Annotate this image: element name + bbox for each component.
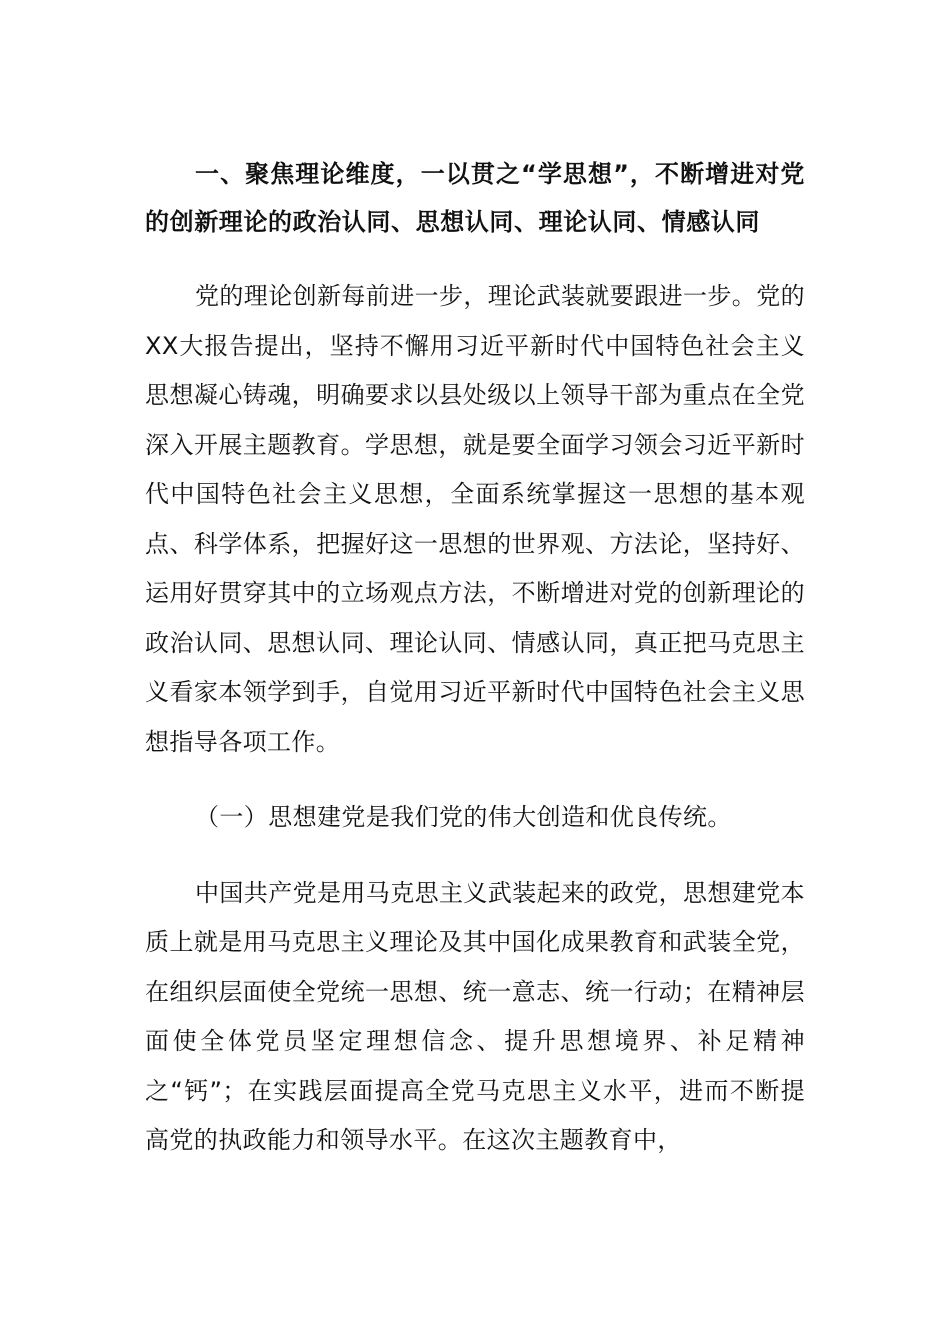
- body-paragraph: 党的理论创新每前进一步，理论武装就要跟进一步。党的XX大报告提出，坚持不懈用习近平新时代中国特色社会主义思想凝心铸魂，明确要求以县处级以上领导干部为重点在全党深入开展主题教育。学思想，就是要全面学习领会习近平新时代中国特色社会主义思想，全面系统掌握这一思想的基本观点、科学体系，把握好这一思想的世界观、方法论，坚持好、运用好贯穿其中的立场观点方法，不断增进对党的创新理论的政治认同、思想认同、理论认同、情感认同，真正把马克思主义看家本领学到手，自觉用习近平新时代中国特色社会主义思想指导各项工作。: [145, 282, 805, 756]
- body-paragraph: 中国共产党是用马克思主义武装起来的政党，思想建党本质上就是用马克思主义理论及其中国化成果教育和武装全党，在组织层面使全党统一思想、统一意志、统一行动；在精神层面使全体党员坚定理想信念、提升思想境界、补足精神之“钙”；在实践层面提高全党马克思主义水平，进而不断提高党的执政能力和领导水平。在这次主题教育中，: [145, 878, 805, 1154]
- sub-heading: （一）思想建党是我们党的伟大创造和优良传统。: [195, 803, 732, 831]
- document-body: [145, 150, 805, 1166]
- section-heading: 一、聚焦理论维度，一以贯之“学思想”，不断增进对党的创新理论的政治认同、思想认同、理论认同、情感认同: [145, 160, 805, 236]
